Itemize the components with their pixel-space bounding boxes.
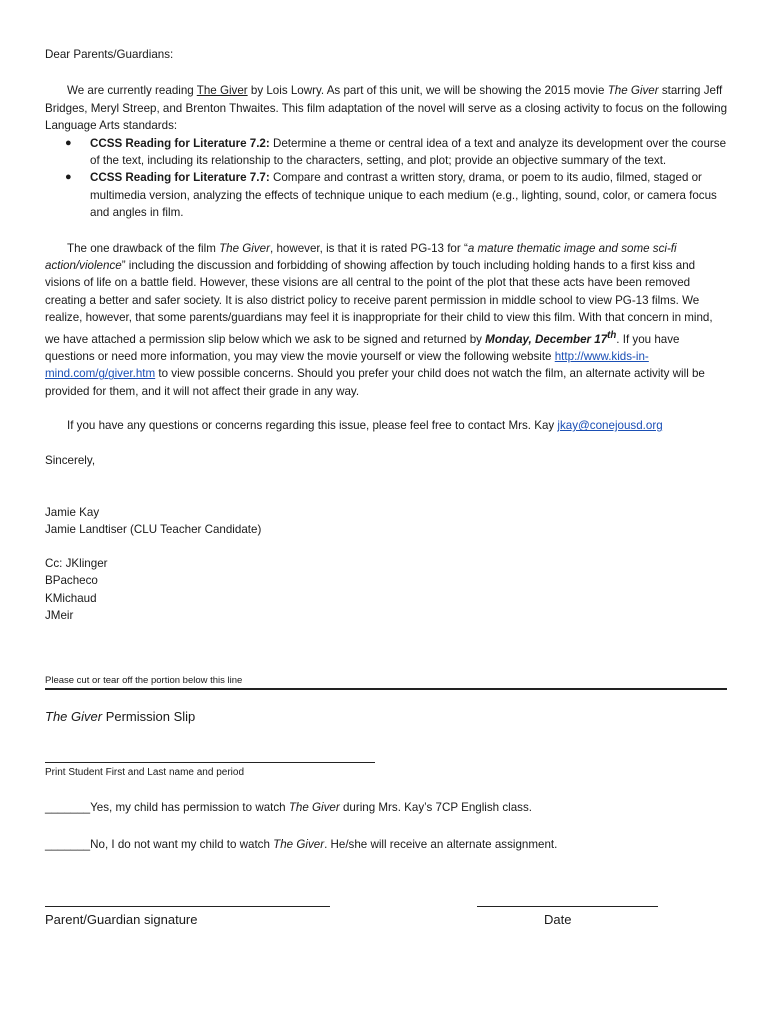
date-label: Date <box>544 912 572 927</box>
cc-entry: Cc: JKlinger <box>45 556 108 570</box>
cut-line <box>45 688 727 690</box>
slip-title: The Giver Permission Slip <box>45 709 196 724</box>
signature-name: Jamie Kay <box>45 505 100 519</box>
contact-paragraph: If you have any questions or concerns regarding this issue, please feel free to contact Mrs. Kay jkay@conejousd.org <box>67 419 663 433</box>
no-option[interactable]: _______No, I do not want my child to watch The Giver. He/she will receive an alternate assignment. <box>45 838 558 851</box>
signature-block <box>45 504 729 539</box>
cc-block <box>45 555 729 625</box>
movie-title: The Giver <box>607 84 659 98</box>
salutation: Dear Parents/Guardians: <box>45 48 174 61</box>
return-deadline: Monday, December 17 <box>485 332 608 346</box>
yes-option[interactable]: _______Yes, my child has permission to watch The Giver during Mrs. Kay’s 7CP English class. <box>45 801 532 814</box>
letter-body <box>45 46 729 624</box>
standards-list <box>45 135 729 222</box>
standard-item: ● CCSS Reading for Literature 7.2: Determine a theme or central idea of a text and analyze its development over the course of the text, including its relationship to the characters, setting, and plot; provide an objective summary of the text. <box>65 136 727 168</box>
cc-entry: JMeir <box>45 609 74 623</box>
closing: Sincerely, <box>45 453 96 467</box>
date-line[interactable] <box>477 906 658 907</box>
book-title: The Giver <box>196 84 248 98</box>
signature-name: Jamie Landtiser (CLU Teacher Candidate) <box>45 523 262 537</box>
rating-paragraph: The one drawback of the film The Giver, however, is that it is rated PG-13 for “a mature thematic image and some sci-fi action/violence” including the discussion and forbidding of showing affection by touch including holding hands to a first kiss and visions of life on a battle field. However, these visions are all central to the point of the plot that these acts have been removed creating a better and safer society. It is also district policy to receive parent permission in middle school to view PG-13 films. We realize, however, that some parents/guardians may feel it is inappropriate for their child to view this film. With that concern in mind, we have attached a permission slip below which we ask to be signed and returned by Monday, December 17th. If you have questions or need more information, you may view the movie yourself or view the following website http://www.kids-in-mind.com/g/giver.htm to view possible concerns. Should you prefer your child does not watch the film, an alternate activity will be provided for them, and it will not affect their grade in any way. <box>45 241 713 398</box>
student-name-line[interactable] <box>45 762 375 763</box>
parent-signature-label: Parent/Guardian signature <box>45 912 198 927</box>
kids-in-mind-link[interactable]: http://www.kids-in-mind.com/g/giver.htm <box>45 349 649 381</box>
cc-entry: BPacheco <box>45 574 98 588</box>
intro-paragraph: We are currently reading The Giver by Lois Lowry. As part of this unit, we will be showing the 2015 movie The Giver starring Jeff Bridges, Meryl Streep, and Brenton Thwaites. This film adaptation of the novel will serve as a closing activity to focus on the following Language Arts standards: <box>45 84 728 133</box>
parent-signature-line[interactable] <box>45 906 330 907</box>
cut-instruction: Please cut or tear off the portion below this line <box>45 675 243 686</box>
bullet-icon: ● <box>65 171 72 184</box>
rating-reason: a mature thematic image and some sci-fi action/violence <box>45 241 677 273</box>
cc-entry: KMichaud <box>45 591 97 605</box>
student-name-label: Print Student First and Last name and period <box>45 767 245 778</box>
bullet-icon: ● <box>65 136 72 149</box>
email-link[interactable]: jkay@conejousd.org <box>557 419 663 433</box>
standard-item: ● CCSS Reading for Literature 7.7: Compare and contrast a written story, drama, or poem to its audio, filmed, staged or multimedia version, analyzing the effects of technique unique to each medium (e.g., lighting, sound, color, or camera focus and angles in film. <box>65 171 717 220</box>
